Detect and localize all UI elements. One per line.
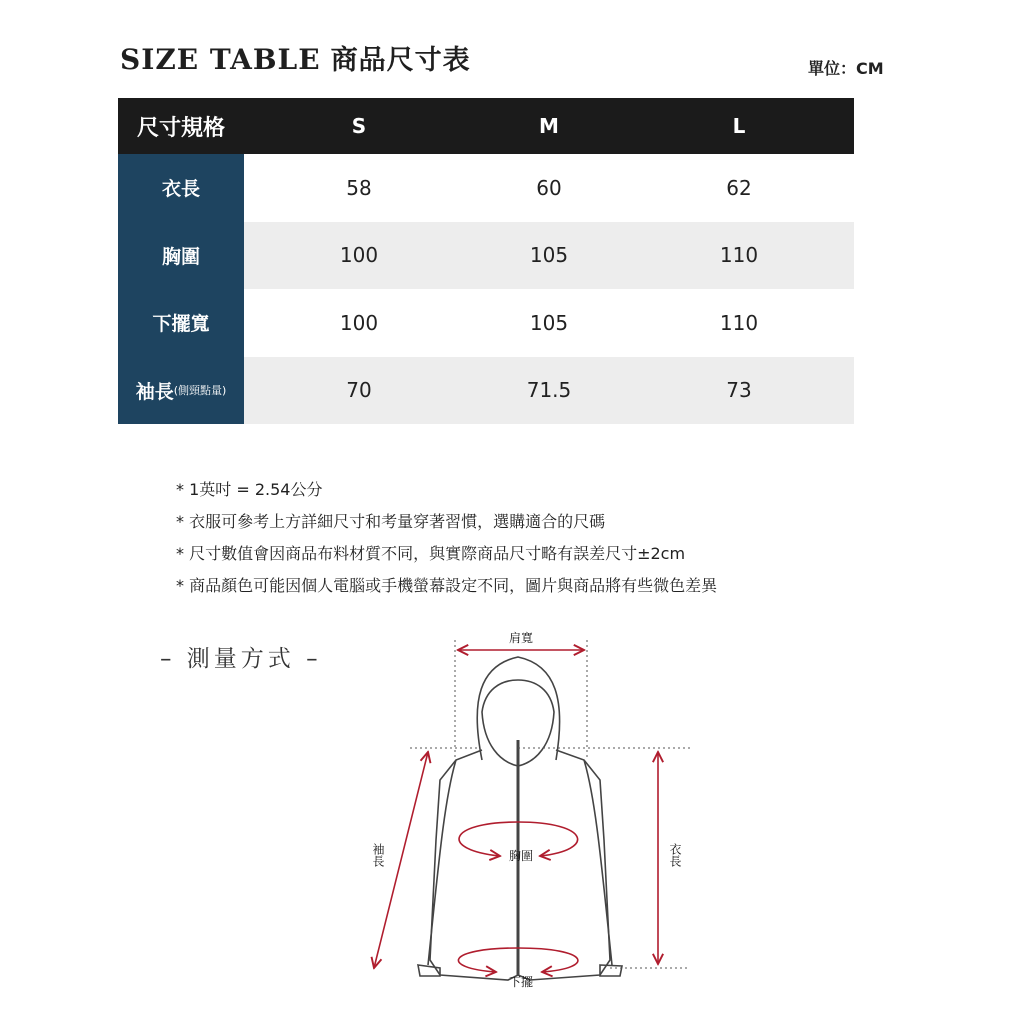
cell-l: 110 (719, 243, 759, 268)
corner-cell: 尺寸規格 (136, 115, 225, 141)
note-item: * 尺寸數值會因商品布料材質不同，與實際商品尺寸略有誤差尺寸±2cm (176, 544, 686, 563)
cell-s: 100 (339, 310, 379, 335)
unit-label: 單位：CM (808, 59, 884, 78)
shoulder-label: 肩寬 (508, 631, 534, 645)
note-item: * 衣服可參考上方詳細尺寸和考量穿著習慣，選購適合的尺碼 (176, 512, 606, 531)
row-label-main: 袖長 (135, 380, 174, 403)
row-label: 下擺寬 (118, 289, 244, 357)
size-m-header: M (539, 114, 559, 138)
cell-s: 58 (346, 175, 372, 200)
length-label: 衣長 (668, 843, 682, 867)
cell-m: 105 (529, 243, 569, 268)
cell-l: 110 (719, 310, 759, 335)
chest-label: 胸圍 (508, 849, 534, 863)
cell-l: 62 (726, 175, 752, 200)
note-item: * 1英吋 = 2.54公分 (176, 480, 323, 499)
measure-arrows (374, 650, 658, 972)
measure-title: – 測量方式 – (160, 646, 322, 672)
jacket-outline (418, 657, 622, 980)
cell-m: 71.5 (526, 378, 572, 403)
row-label: 衣長 (118, 154, 244, 222)
row-label-sub: (側頸點量) (173, 384, 227, 398)
title-en: SIZE TABLE (120, 43, 321, 76)
row-label: 胸圍 (118, 222, 244, 290)
note-item: * 商品顏色可能因個人電腦或手機螢幕設定不同，圖片與商品將有些微色差異 (176, 576, 718, 595)
cell-m: 105 (529, 310, 569, 335)
cell-l: 73 (726, 378, 752, 403)
sleeve-label: 袖長 (371, 843, 385, 867)
guide-lines (410, 640, 690, 968)
title-cn: 商品尺寸表 (330, 45, 471, 76)
cell-m: 60 (536, 175, 562, 200)
size-l-header: L (732, 114, 746, 138)
hem-label: 下擺 (508, 975, 534, 989)
cell-s: 100 (339, 243, 379, 268)
cell-s: 70 (346, 378, 372, 403)
size-s-header: S (351, 114, 367, 138)
